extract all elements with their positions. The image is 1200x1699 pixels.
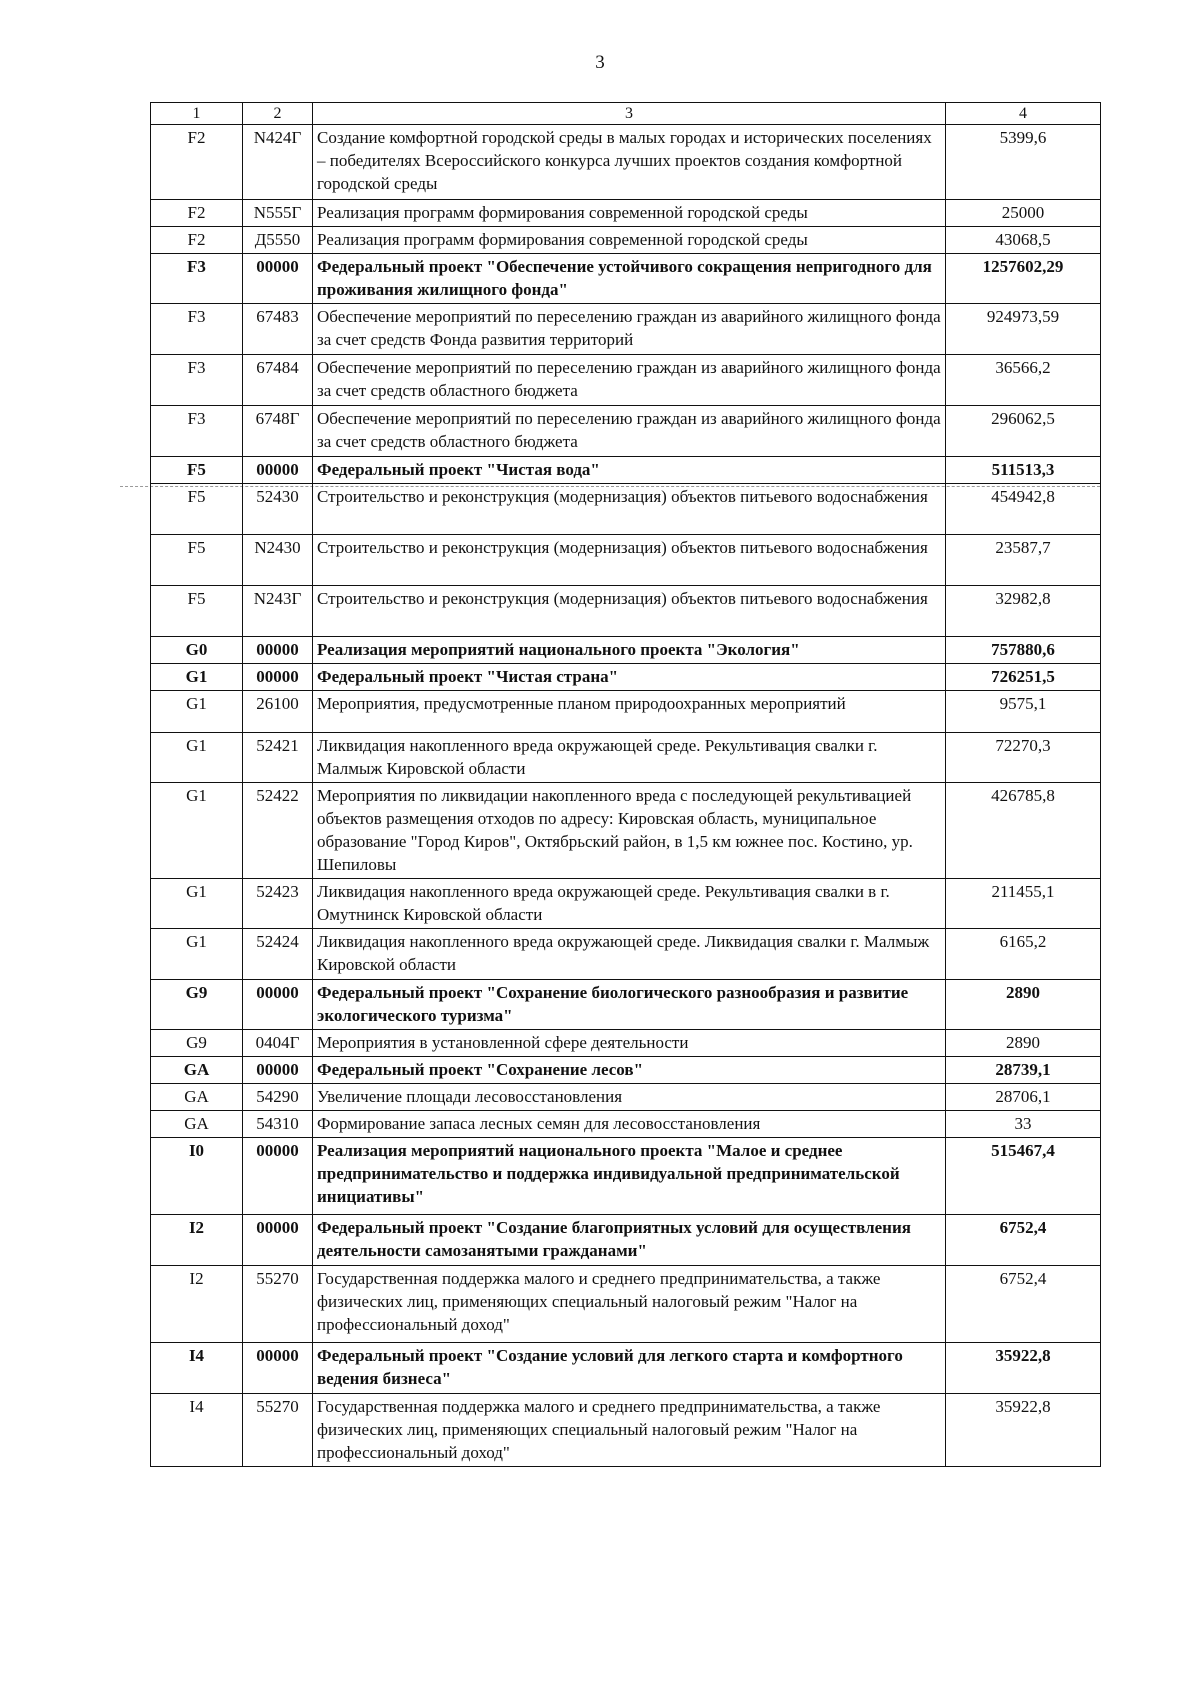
description-cell: Федеральный проект "Сохранение лесов" xyxy=(313,1057,946,1084)
section-code-cell: G9 xyxy=(151,980,243,1030)
amount-cell: 2890 xyxy=(946,1030,1101,1057)
section-code-cell: F3 xyxy=(151,355,243,406)
amount-cell: 6165,2 xyxy=(946,929,1101,980)
item-code-cell: 54310 xyxy=(243,1111,313,1138)
section-code-cell: F5 xyxy=(151,484,243,535)
item-code-cell: 52422 xyxy=(243,783,313,879)
item-code-cell: 00000 xyxy=(243,980,313,1030)
section-code-cell: F3 xyxy=(151,254,243,304)
budget-table xyxy=(150,102,1101,1467)
section-code-cell: F2 xyxy=(151,200,243,227)
item-code-cell: 52424 xyxy=(243,929,313,980)
page-number: 3 xyxy=(595,52,605,73)
section-code-cell: F5 xyxy=(151,586,243,637)
section-code-cell: G1 xyxy=(151,733,243,783)
table-row xyxy=(151,879,1101,929)
amount-cell: 454942,8 xyxy=(946,484,1101,535)
section-code-cell: G1 xyxy=(151,691,243,733)
amount-cell: 23587,7 xyxy=(946,535,1101,586)
amount-cell: 515467,4 xyxy=(946,1138,1101,1215)
description-cell: Ликвидация накопленного вреда окружающей среде. Рекультивация свалки г. Малмыж Кировской области xyxy=(313,733,946,783)
item-code-cell: 52423 xyxy=(243,879,313,929)
section-code-cell: F2 xyxy=(151,227,243,254)
table-row xyxy=(151,980,1101,1030)
description-cell: Формирование запаса лесных семян для лесовосстановления xyxy=(313,1111,946,1138)
table-row xyxy=(151,929,1101,980)
section-code-cell: I2 xyxy=(151,1266,243,1343)
item-code-cell: N424Г xyxy=(243,125,313,200)
description-cell: Федеральный проект "Создание условий для легкого старта и комфортного ведения бизнеса" xyxy=(313,1343,946,1394)
table-row xyxy=(151,1215,1101,1266)
description-cell: Федеральный проект "Чистая вода" xyxy=(313,457,946,484)
section-code-cell: F5 xyxy=(151,535,243,586)
description-cell: Реализация программ формирования современной городской среды xyxy=(313,227,946,254)
amount-cell: 296062,5 xyxy=(946,406,1101,457)
item-code-cell: 55270 xyxy=(243,1266,313,1343)
amount-cell: 1257602,29 xyxy=(946,254,1101,304)
section-code-cell: G1 xyxy=(151,929,243,980)
item-code-cell: 67484 xyxy=(243,355,313,406)
table-row xyxy=(151,1394,1101,1467)
header-row xyxy=(151,103,1101,125)
table-row xyxy=(151,484,1101,535)
item-code-cell: 67483 xyxy=(243,304,313,355)
item-code-cell: 52421 xyxy=(243,733,313,783)
item-code-cell: 55270 xyxy=(243,1394,313,1467)
table-row xyxy=(151,227,1101,254)
amount-cell: 6752,4 xyxy=(946,1266,1101,1343)
section-code-cell: GA xyxy=(151,1111,243,1138)
description-cell: Государственная поддержка малого и среднего предпринимательства, а также физических лиц, применяющих специальный налоговый режим "Налог на профессиональный доход" xyxy=(313,1266,946,1343)
amount-cell: 25000 xyxy=(946,200,1101,227)
description-cell: Федеральный проект "Создание благоприятных условий для осуществления деятельности самозанятыми гражданами" xyxy=(313,1215,946,1266)
header-col-3: 3 xyxy=(313,103,946,125)
description-cell: Создание комфортной городской среды в малых городах и исторических поселениях – победителях Всероссийского конкурса лучших проектов создания комфортной городской среды xyxy=(313,125,946,200)
amount-cell: 726251,5 xyxy=(946,664,1101,691)
section-code-cell: GA xyxy=(151,1084,243,1111)
table-row xyxy=(151,457,1101,484)
amount-cell: 72270,3 xyxy=(946,733,1101,783)
section-code-cell: I4 xyxy=(151,1343,243,1394)
item-code-cell: 26100 xyxy=(243,691,313,733)
section-code-cell: G1 xyxy=(151,664,243,691)
description-cell: Строительство и реконструкция (модернизация) объектов питьевого водоснабжения xyxy=(313,535,946,586)
description-cell: Увеличение площади лесовосстановления xyxy=(313,1084,946,1111)
item-code-cell: 00000 xyxy=(243,664,313,691)
amount-cell: 211455,1 xyxy=(946,879,1101,929)
section-code-cell: G0 xyxy=(151,637,243,664)
item-code-cell: 00000 xyxy=(243,254,313,304)
table-row xyxy=(151,1057,1101,1084)
amount-cell: 6752,4 xyxy=(946,1215,1101,1266)
amount-cell: 32982,8 xyxy=(946,586,1101,637)
table-row xyxy=(151,304,1101,355)
amount-cell: 36566,2 xyxy=(946,355,1101,406)
description-cell: Реализация мероприятий национального проекта "Малое и среднее предпринимательство и поддержка индивидуальной предпринимательской инициативы" xyxy=(313,1138,946,1215)
item-code-cell: N243Г xyxy=(243,586,313,637)
table-row xyxy=(151,200,1101,227)
item-code-cell: 00000 xyxy=(243,637,313,664)
section-code-cell: I0 xyxy=(151,1138,243,1215)
amount-cell: 35922,8 xyxy=(946,1394,1101,1467)
description-cell: Реализация мероприятий национального проекта "Экология" xyxy=(313,637,946,664)
description-cell: Мероприятия по ликвидации накопленного вреда с последующей рекультивацией объектов размещения отходов по адресу: Кировская область, муниципальное образование "Город Киров", Октябрьский район, в 1,5 км южнее пос. Костино, ур. Шепиловы xyxy=(313,783,946,879)
amount-cell: 33 xyxy=(946,1111,1101,1138)
section-code-cell: F5 xyxy=(151,457,243,484)
amount-cell: 2890 xyxy=(946,980,1101,1030)
item-code-cell: Д5550 xyxy=(243,227,313,254)
header-col-2: 2 xyxy=(243,103,313,125)
section-code-cell: F3 xyxy=(151,406,243,457)
description-cell: Ликвидация накопленного вреда окружающей среде. Ликвидация свалки г. Малмыж Кировской области xyxy=(313,929,946,980)
description-cell: Государственная поддержка малого и среднего предпринимательства, а также физических лиц, применяющих специальный налоговый режим "Налог на профессиональный доход" xyxy=(313,1394,946,1467)
table-row xyxy=(151,1111,1101,1138)
amount-cell: 5399,6 xyxy=(946,125,1101,200)
item-code-cell: 00000 xyxy=(243,457,313,484)
table-row xyxy=(151,733,1101,783)
item-code-cell: 0404Г xyxy=(243,1030,313,1057)
amount-cell: 35922,8 xyxy=(946,1343,1101,1394)
table-row xyxy=(151,254,1101,304)
description-cell: Мероприятия, предусмотренные планом природоохранных мероприятий xyxy=(313,691,946,733)
item-code-cell: 54290 xyxy=(243,1084,313,1111)
item-code-cell: N2430 xyxy=(243,535,313,586)
table-row xyxy=(151,691,1101,733)
description-cell: Строительство и реконструкция (модернизация) объектов питьевого водоснабжения xyxy=(313,586,946,637)
amount-cell: 43068,5 xyxy=(946,227,1101,254)
table-row xyxy=(151,535,1101,586)
table-row xyxy=(151,586,1101,637)
section-code-cell: I4 xyxy=(151,1394,243,1467)
section-code-cell: G1 xyxy=(151,879,243,929)
table-row xyxy=(151,355,1101,406)
description-cell: Федеральный проект "Чистая страна" xyxy=(313,664,946,691)
table-row xyxy=(151,637,1101,664)
table-row xyxy=(151,1084,1101,1111)
item-code-cell: 00000 xyxy=(243,1057,313,1084)
description-cell: Реализация программ формирования современной городской среды xyxy=(313,200,946,227)
description-cell: Федеральный проект "Обеспечение устойчивого сокращения непригодного для проживания жилищного фонда" xyxy=(313,254,946,304)
section-code-cell: F3 xyxy=(151,304,243,355)
section-code-cell: I2 xyxy=(151,1215,243,1266)
header-col-1: 1 xyxy=(151,103,243,125)
description-cell: Строительство и реконструкция (модернизация) объектов питьевого водоснабжения xyxy=(313,484,946,535)
table-row xyxy=(151,406,1101,457)
item-code-cell: 52430 xyxy=(243,484,313,535)
header-col-4: 4 xyxy=(946,103,1101,125)
table-row xyxy=(151,125,1101,200)
description-cell: Обеспечение мероприятий по переселению граждан из аварийного жилищного фонда за счет средств Фонда развития территорий xyxy=(313,304,946,355)
item-code-cell: 6748Г xyxy=(243,406,313,457)
table-row xyxy=(151,783,1101,879)
table-row xyxy=(151,664,1101,691)
amount-cell: 28706,1 xyxy=(946,1084,1101,1111)
description-cell: Мероприятия в установленной сфере деятельности xyxy=(313,1030,946,1057)
item-code-cell: 00000 xyxy=(243,1215,313,1266)
amount-cell: 757880,6 xyxy=(946,637,1101,664)
table-row xyxy=(151,1343,1101,1394)
item-code-cell: N555Г xyxy=(243,200,313,227)
item-code-cell: 00000 xyxy=(243,1343,313,1394)
item-code-cell: 00000 xyxy=(243,1138,313,1215)
amount-cell: 9575,1 xyxy=(946,691,1101,733)
table-row xyxy=(151,1138,1101,1215)
section-code-cell: F2 xyxy=(151,125,243,200)
description-cell: Обеспечение мероприятий по переселению граждан из аварийного жилищного фонда за счет средств областного бюджета xyxy=(313,406,946,457)
description-cell: Ликвидация накопленного вреда окружающей среде. Рекультивация свалки в г. Омутнинск Кировской области xyxy=(313,879,946,929)
amount-cell: 511513,3 xyxy=(946,457,1101,484)
description-cell: Обеспечение мероприятий по переселению граждан из аварийного жилищного фонда за счет средств областного бюджета xyxy=(313,355,946,406)
table-row xyxy=(151,1030,1101,1057)
section-code-cell: G9 xyxy=(151,1030,243,1057)
amount-cell: 924973,59 xyxy=(946,304,1101,355)
table-row xyxy=(151,1266,1101,1343)
description-cell: Федеральный проект "Сохранение биологического разнообразия и развитие экологического туризма" xyxy=(313,980,946,1030)
section-code-cell: GA xyxy=(151,1057,243,1084)
section-code-cell: G1 xyxy=(151,783,243,879)
amount-cell: 28739,1 xyxy=(946,1057,1101,1084)
amount-cell: 426785,8 xyxy=(946,783,1101,879)
